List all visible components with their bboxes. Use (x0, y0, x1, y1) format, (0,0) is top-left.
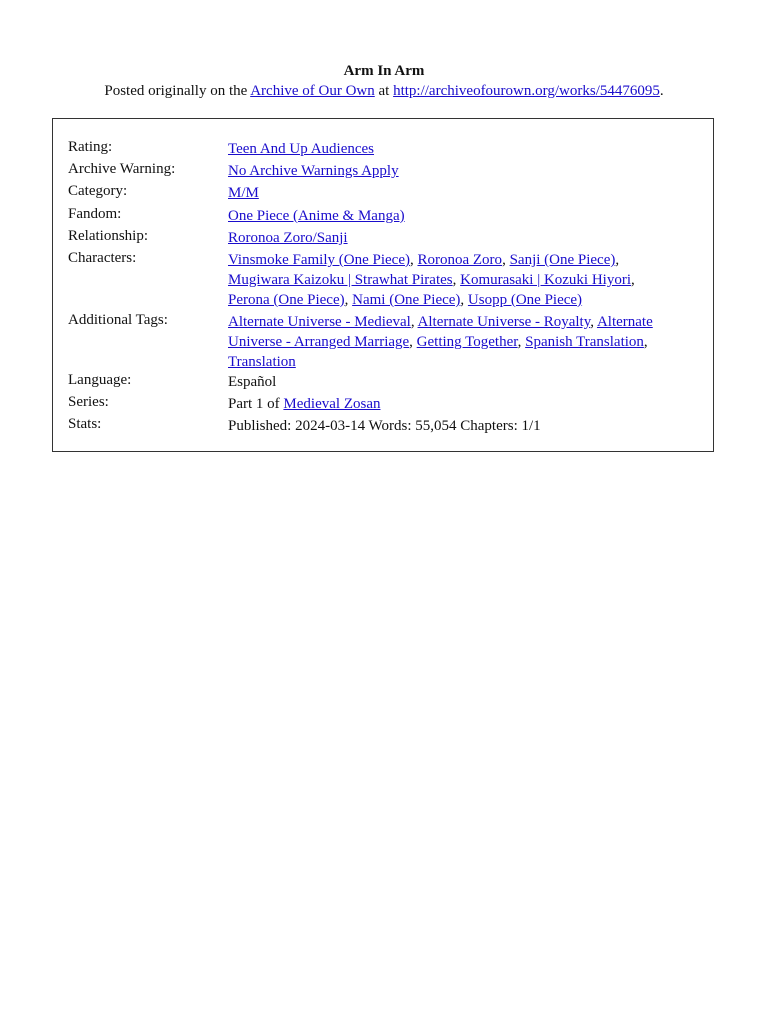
tag-link[interactable]: Alternate Universe - Arranged Marriage (228, 314, 653, 350)
archive-link[interactable]: Archive of Our Own (250, 83, 375, 99)
series-prefix: Part 1 of (228, 396, 284, 412)
language-value: Español (228, 374, 277, 390)
work-title: Arm In Arm (343, 63, 425, 79)
character-link[interactable]: Roronoa Zoro (417, 252, 503, 268)
tags-label: Additional Tags: (68, 312, 168, 328)
relationship-link[interactable]: Roronoa Zoro/Sanji (228, 230, 348, 246)
category-label: Category: (68, 183, 128, 199)
warning-label: Archive Warning: (68, 161, 176, 177)
tags-list: Alternate Universe - Medieval, Alternate Universe - Royalty, Alternate Universe - Arranged Marriage, Getting Together, Spanish Translation, Translation (228, 314, 653, 370)
series-link[interactable]: Medieval Zosan (283, 396, 381, 412)
rating-link[interactable]: Teen And Up Audiences (228, 141, 375, 157)
work-metadata-box (52, 118, 714, 452)
characters-list: Vinsmoke Family (One Piece), Roronoa Zoro, Sanji (One Piece), Mugiwara Kaizoku | Strawhat Pirates, Komurasaki | Kozuki Hiyori, Perona (One Piece), Nami (One Piece), Usopp (One Piece) (228, 252, 635, 308)
stats-value: Published: 2024-03-14 Words: 55,054 Chapters: 1/1 (228, 418, 541, 434)
work-url-link[interactable]: http://archiveofourown.org/works/54476095 (393, 83, 660, 99)
tag-link[interactable]: Alternate Universe - Medieval (228, 314, 411, 330)
character-link[interactable]: Nami (One Piece) (352, 292, 461, 308)
language-label: Language: (68, 372, 132, 388)
tag-link[interactable]: Alternate Universe - Royalty (417, 314, 591, 330)
posted-suffix: . (659, 83, 664, 99)
posted-line (0, 82, 768, 101)
character-link[interactable]: Vinsmoke Family (One Piece) (228, 252, 410, 268)
relationship-label: Relationship: (68, 228, 148, 244)
tag-link[interactable]: Translation (228, 354, 296, 370)
stats-label: Stats: (68, 416, 102, 432)
character-link[interactable]: Sanji (One Piece) (509, 252, 616, 268)
posted-prefix: Posted originally on the (104, 83, 251, 99)
character-link[interactable]: Perona (One Piece) (228, 292, 345, 308)
tag-link[interactable]: Spanish Translation (525, 334, 644, 350)
rating-label: Rating: (68, 139, 113, 155)
characters-label: Characters: (68, 250, 137, 266)
tag-link[interactable]: Getting Together (416, 334, 518, 350)
warning-link[interactable]: No Archive Warnings Apply (228, 163, 399, 179)
character-link[interactable]: Komurasaki | Kozuki Hiyori (460, 272, 632, 288)
posted-at: at (374, 83, 394, 99)
fandom-label: Fandom: (68, 206, 122, 222)
series-label: Series: (68, 394, 109, 410)
fandom-link[interactable]: One Piece (Anime & Manga) (228, 208, 405, 224)
character-link[interactable]: Usopp (One Piece) (467, 292, 583, 308)
category-link[interactable]: M/M (228, 185, 259, 201)
character-link[interactable]: Mugiwara Kaizoku | Strawhat Pirates (228, 272, 453, 288)
